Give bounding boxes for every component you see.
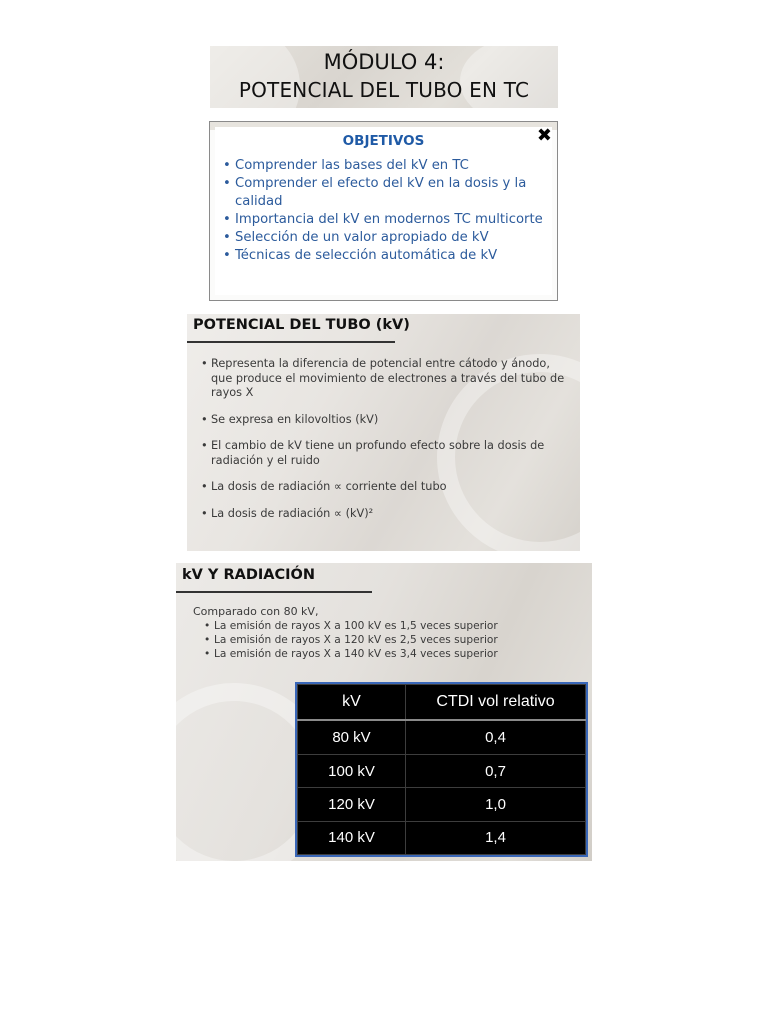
comparison-intro: Comparado con 80 kV, xyxy=(193,605,319,618)
table-cell-kv: 120 kV xyxy=(298,788,406,821)
table-cell-kv: 100 kV xyxy=(298,754,406,787)
list-item xyxy=(221,175,548,211)
bullet-text: La dosis de radiación ∝ corriente del tubo xyxy=(211,480,447,493)
table-row xyxy=(298,720,586,754)
emission-list xyxy=(204,619,498,661)
table-cell-ctdi: 1,4 xyxy=(406,821,586,854)
list-item xyxy=(201,413,574,428)
objective-text: Técnicas de selección automática de kV xyxy=(235,248,498,263)
objective-text: Importancia del kV en modernos TC multicorte xyxy=(235,212,543,227)
heading-underline xyxy=(187,341,395,343)
bullet-icon: • xyxy=(204,648,211,660)
close-icon[interactable]: ✖ xyxy=(536,125,552,146)
ctdi-table-grid xyxy=(297,684,586,855)
table-cell-kv: 80 kV xyxy=(298,720,406,754)
heading-underline xyxy=(176,591,372,593)
table-cell-kv: 140 kV xyxy=(298,821,406,854)
table-row xyxy=(298,788,586,821)
objective-text: Comprender el efecto del kV en la dosis y la calidad xyxy=(235,176,527,209)
bullet-icon: • xyxy=(223,158,231,173)
bullet-text: El cambio de kV tiene un profundo efecto sobre la dosis de radiación y el ruido xyxy=(211,439,545,467)
list-item xyxy=(201,439,574,468)
table-cell-ctdi: 1,0 xyxy=(406,788,586,821)
bullet-icon: • xyxy=(201,357,208,370)
list-item xyxy=(221,229,548,247)
bullet-text: La emisión de rayos X a 100 kV es 1,5 veces superior xyxy=(214,620,498,632)
table-cell-ctdi: 0,7 xyxy=(406,754,586,787)
slide-heading: POTENCIAL DEL TUBO (kV) xyxy=(193,317,410,333)
table-header-row xyxy=(298,685,586,721)
bullet-text: La emisión de rayos X a 140 kV es 3,4 veces superior xyxy=(214,648,498,660)
list-item xyxy=(204,619,498,633)
objectives-slide xyxy=(209,121,558,301)
column-header-ctdi: CTDI vol relativo xyxy=(406,685,586,721)
list-item xyxy=(221,211,548,229)
module-title: MÓDULO 4: xyxy=(323,50,445,74)
ctdi-table xyxy=(295,682,588,857)
objective-text: Comprender las bases del kV en TC xyxy=(235,158,469,173)
objectives-panel xyxy=(215,127,552,295)
list-item xyxy=(201,480,574,495)
bullet-icon: • xyxy=(223,230,231,245)
list-item xyxy=(201,507,574,522)
objectives-heading: OBJETIVOS xyxy=(342,133,425,149)
bullet-icon: • xyxy=(223,212,231,227)
bullet-icon: • xyxy=(204,634,211,646)
list-item xyxy=(204,633,498,647)
table-row xyxy=(298,754,586,787)
bullet-icon: • xyxy=(201,412,208,426)
title-slide xyxy=(210,46,558,108)
objectives-list xyxy=(221,157,548,265)
list-item xyxy=(201,357,574,401)
tube-potential-slide xyxy=(187,314,580,551)
bullet-text: Se expresa en kilovoltios (kV) xyxy=(211,412,379,426)
kv-radiation-slide xyxy=(176,563,592,861)
table-row xyxy=(298,821,586,854)
bullet-icon: • xyxy=(201,480,208,493)
bullet-icon: • xyxy=(223,248,231,263)
slide-heading: kV Y RADIACIÓN xyxy=(182,567,315,583)
module-subtitle: POTENCIAL DEL TUBO EN TC xyxy=(238,78,530,102)
bullet-icon: • xyxy=(204,620,211,632)
bullet-icon: • xyxy=(201,439,208,452)
bullet-icon: • xyxy=(201,506,208,520)
bullet-icon: • xyxy=(223,176,231,191)
objective-text: Selección de un valor apropiado de kV xyxy=(235,230,489,245)
list-item xyxy=(204,647,498,661)
potential-list xyxy=(201,357,574,533)
list-item xyxy=(221,157,548,175)
bullet-text: La emisión de rayos X a 120 kV es 2,5 veces superior xyxy=(214,634,498,646)
list-item xyxy=(221,247,548,265)
bullet-text: Representa la diferencia de potencial entre cátodo y ánodo, que produce el movimiento de electrones a través del tubo de rayos X xyxy=(211,357,565,399)
table-cell-ctdi: 0,4 xyxy=(406,720,586,754)
column-header-kv: kV xyxy=(298,685,406,721)
bullet-text: La dosis de radiación ∝ (kV)² xyxy=(211,506,374,520)
